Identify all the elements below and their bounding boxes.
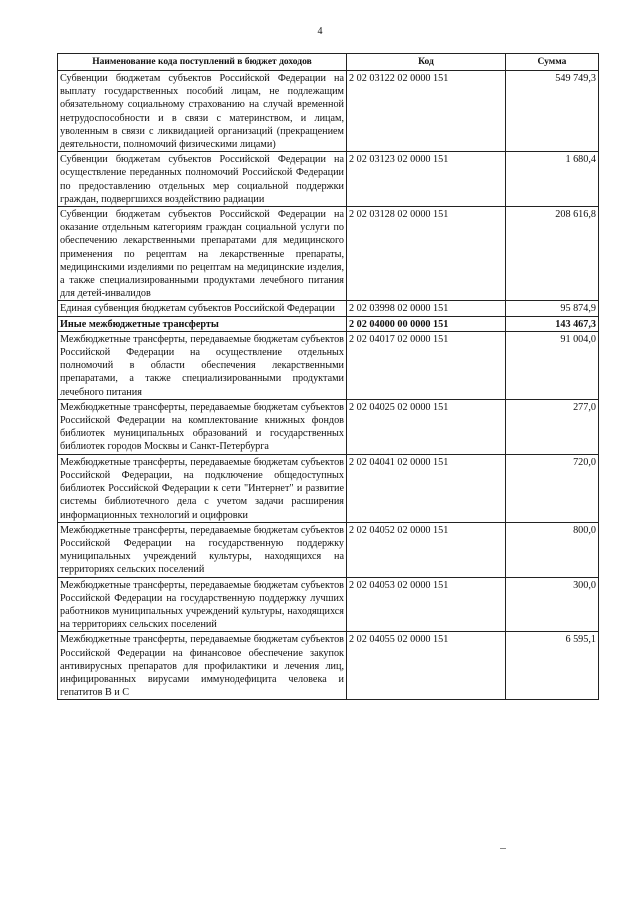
- header-sum: Сумма: [506, 54, 599, 71]
- row-code: 2 02 04025 02 0000 151: [347, 399, 506, 454]
- row-sum: 1 680,4: [506, 152, 599, 207]
- table-row: [58, 577, 599, 632]
- header-name: Наименование кода поступлений в бюджет доходов: [58, 54, 347, 71]
- row-name: Единая субвенция бюджетам субъектов Российской Федерации: [58, 301, 347, 316]
- scan-mark: [500, 848, 506, 849]
- row-sum: 549 749,3: [506, 71, 599, 152]
- page-number: 4: [317, 26, 323, 37]
- header-code: Код: [347, 54, 506, 71]
- table-row: [58, 632, 599, 700]
- row-name: Межбюджетные трансферты, передаваемые бюджетам субъектов Российской Федерации на осуществление отдельных полномочий в области обеспечения лекарственными препаратами, а также специализированными продуктами лечебного питания: [58, 331, 347, 399]
- row-name: Субвенции бюджетам субъектов Российской Федерации на осуществление переданных полномочий Российской Федерации по предоставлению отдельных мер социальной поддержки граждан, подвергшихся воздействию радиации: [58, 152, 347, 207]
- table-row: [58, 399, 599, 454]
- row-name: Межбюджетные трансферты, передаваемые бюджетам субъектов Российской Федерации на комплектование книжных фондов библиотек муниципальных образований и государственных библиотек городов Москвы и Санкт-Петербурга: [58, 399, 347, 454]
- row-code: 2 02 04017 02 0000 151: [347, 331, 506, 399]
- row-name: Субвенции бюджетам субъектов Российской Федерации на выплату государственных пособий лицам, не подлежащим обязательному социальному страхованию на случай временной нетрудоспособности и в связи с материнством, и лицам, уволенным в связи с ликвидацией организаций (прекращением деятельности, полномочий физическими лицами): [58, 71, 347, 152]
- row-sum: 300,0: [506, 577, 599, 632]
- row-name: Межбюджетные трансферты, передаваемые бюджетам субъектов Российской Федерации, на подключение общедоступных библиотек Российской Федерации к сети "Интернет" и развитие системы библиотечного дела с учетом задачи расширения информационных технологий и оцифровки: [58, 454, 347, 522]
- row-code: 2 02 03128 02 0000 151: [347, 207, 506, 301]
- table-row: [58, 207, 599, 301]
- row-sum: 277,0: [506, 399, 599, 454]
- row-name: Иные межбюджетные трансферты: [58, 316, 347, 331]
- row-code: 2 02 03122 02 0000 151: [347, 71, 506, 152]
- table-row: [58, 522, 599, 577]
- row-sum: 208 616,8: [506, 207, 599, 301]
- row-code: 2 02 04052 02 0000 151: [347, 522, 506, 577]
- row-sum: 720,0: [506, 454, 599, 522]
- row-name: Межбюджетные трансферты, передаваемые бюджетам субъектов Российской Федерации на государственную поддержку лучших работников муниципальных учреждений культуры, находящихся на территориях сельских поселений: [58, 577, 347, 632]
- table-row: [58, 71, 599, 152]
- row-code: 2 02 04055 02 0000 151: [347, 632, 506, 700]
- row-code: 2 02 04053 02 0000 151: [347, 577, 506, 632]
- table-row-subtotal: [58, 316, 599, 331]
- table-row: [58, 152, 599, 207]
- row-code: 2 02 04041 02 0000 151: [347, 454, 506, 522]
- row-name: Межбюджетные трансферты, передаваемые бюджетам субъектов Российской Федерации на финансовое обеспечение закупок антивирусных препаратов для профилактики и лечения лиц, инфицированных вирусами иммунодефицита человека и гепатитов B и C: [58, 632, 347, 700]
- row-sum: 800,0: [506, 522, 599, 577]
- table-header-row: [58, 54, 599, 71]
- row-name: Субвенции бюджетам субъектов Российской Федерации на оказание отдельным категориям граждан социальной услуги по обеспечению лекарственными препаратами для медицинского применения по рецептам на лекарственные препараты, медицинскими изделиями по рецептам на медицинские изделия, а также специализированными продуктами лечебного питания для детей-инвалидов: [58, 207, 347, 301]
- row-code: 2 02 03998 02 0000 151: [347, 301, 506, 316]
- row-sum: 95 874,9: [506, 301, 599, 316]
- table-row: [58, 331, 599, 399]
- row-sum: 6 595,1: [506, 632, 599, 700]
- table-row: [58, 454, 599, 522]
- row-sum: 91 004,0: [506, 331, 599, 399]
- row-sum: 143 467,3: [506, 316, 599, 331]
- row-code: 2 02 03123 02 0000 151: [347, 152, 506, 207]
- row-name: Межбюджетные трансферты, передаваемые бюджетам субъектов Российской Федерации на государственную поддержку муниципальных учреждений культуры, находящихся на территориях сельских поселений: [58, 522, 347, 577]
- row-code: 2 02 04000 00 0000 151: [347, 316, 506, 331]
- revenue-table: [57, 53, 599, 700]
- table-row: [58, 301, 599, 316]
